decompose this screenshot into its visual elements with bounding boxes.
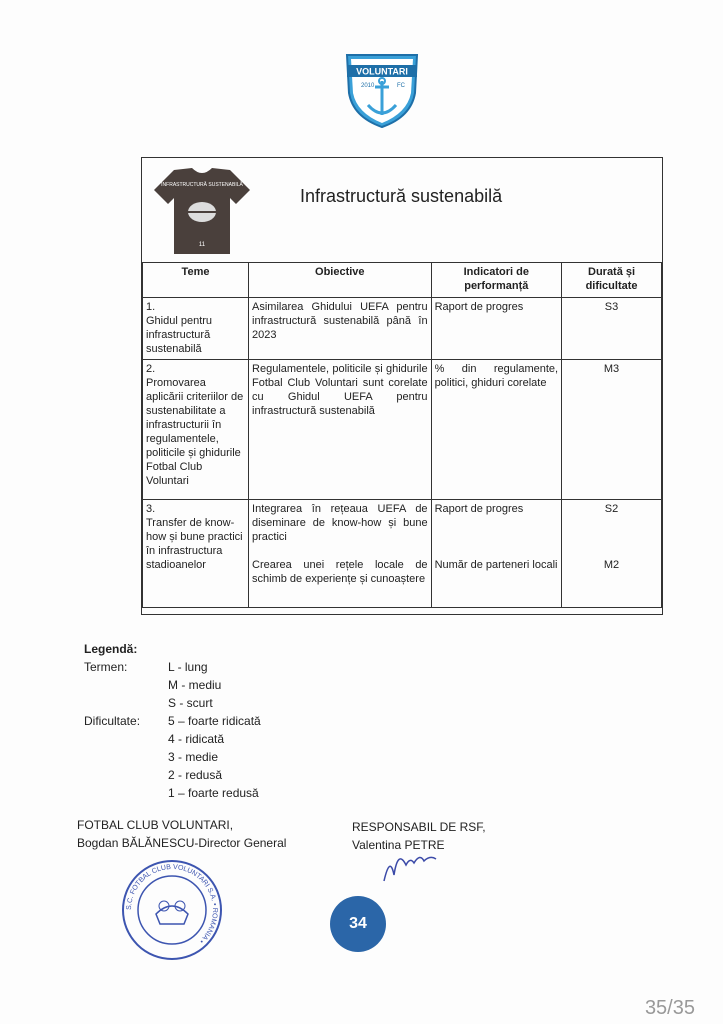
signature-role: RESPONSABIL DE RSF, xyxy=(352,820,486,834)
club-logo xyxy=(341,49,423,129)
cell-indicator: % din regulamente, politici, ghiduri corelate xyxy=(431,360,562,500)
signature-block-left xyxy=(77,816,286,852)
official-stamp xyxy=(120,858,224,962)
svg-text:2010: 2010 xyxy=(361,83,375,89)
legend-dificultate-label: Dificultate: xyxy=(84,714,141,728)
cell-indicator-b: Număr de parteneri locali xyxy=(434,559,558,571)
cell-durata xyxy=(562,500,662,608)
table-row xyxy=(143,500,662,608)
signature-name-left: Bogdan BĂLĂNESCU-Director General xyxy=(77,836,287,850)
cell-obiectiv-a: Integrarea în rețeaua UEFA de diseminare de know-how și bune practici xyxy=(252,503,428,543)
section-header xyxy=(142,158,662,263)
svg-text:VOLUNTARI: VOLUNTARI xyxy=(356,66,408,77)
cell-durata-a: S2 xyxy=(604,503,619,515)
cell-tema: 2. Promovarea aplicării criteriilor de sustenabilitate a infrastructurii în regulamentele, politicile și ghidurile Fotbal Club Voluntari xyxy=(143,360,249,500)
section-title: Infrastructură sustenabilă xyxy=(300,186,503,206)
cell-durata: M3 xyxy=(562,360,662,500)
svg-text:S.C. FOTBAL CLUB VOLUNTARI S.A: S.C. FOTBAL CLUB VOLUNTARI S.A. • ROMANIA • xyxy=(125,863,219,945)
legend-title: Legendă: xyxy=(84,642,138,656)
cell-indicator xyxy=(431,500,562,608)
cell-obiectiv-b: Crearea unei rețele locale de schimb de experiențe și cunoaștere xyxy=(252,559,428,585)
header-obiective: Obiective xyxy=(249,263,432,298)
cell-durata: S3 xyxy=(562,298,662,360)
table-row xyxy=(143,360,662,500)
cell-tema: 3. Transfer de know-how și bune practici în infrastructura stadioanelor xyxy=(143,500,249,608)
header-indicatori: Indicatori de performanță xyxy=(431,263,562,298)
cell-indicator-a: Raport de progres xyxy=(434,503,524,515)
svg-text:11: 11 xyxy=(198,242,206,248)
legend-item: S - scurt xyxy=(168,696,213,710)
objectives-table xyxy=(142,262,662,608)
legend-item: 1 – foarte redusă xyxy=(168,786,259,800)
handwritten-signature xyxy=(380,845,440,885)
legend-item: 2 - redusă xyxy=(168,768,223,782)
cell-durata-b: M2 xyxy=(603,559,620,571)
legend-item: M - mediu xyxy=(168,678,222,692)
svg-text:FC: FC xyxy=(397,83,405,89)
header-durata: Durată și dificultate xyxy=(562,263,662,298)
svg-text:INFRASTRUCTURĂ SUSTENABILĂ: INFRASTRUCTURĂ SUSTENABILĂ xyxy=(161,182,243,188)
legend-item: 4 - ridicată xyxy=(168,732,225,746)
table-row xyxy=(143,298,662,360)
legend-item: 5 – foarte ridicată xyxy=(168,714,261,728)
objectives-table-frame xyxy=(141,157,663,615)
table-header-row xyxy=(143,263,662,298)
cell-tema: 1. Ghidul pentru infrastructură sustenabilă xyxy=(143,298,249,360)
cell-obiectiv: Asimilarea Ghidului UEFA pentru infrastructură sustenabilă până în 2023 xyxy=(249,298,432,360)
shirt-icon xyxy=(152,164,252,256)
legend-termen-label: Termen: xyxy=(84,660,128,674)
cell-indicator: Raport de progres xyxy=(431,298,562,360)
signature-org: FOTBAL CLUB VOLUNTARI, xyxy=(77,818,234,832)
page-number-badge: 34 xyxy=(330,896,386,952)
cell-obiectiv xyxy=(249,500,432,608)
page-counter: 35/35 xyxy=(644,997,695,1019)
cell-obiectiv: Regulamentele, politicile și ghidurile Fotbal Club Voluntari sunt corelate cu Ghidul UEFA pentru infrastructură sustenabilă xyxy=(249,360,432,500)
legend-item: 3 - medie xyxy=(168,750,219,764)
header-teme: Teme xyxy=(143,263,249,298)
legend-item: L - lung xyxy=(168,660,208,674)
signature-name-right: Valentina PETRE xyxy=(352,838,445,852)
legend xyxy=(84,640,261,802)
